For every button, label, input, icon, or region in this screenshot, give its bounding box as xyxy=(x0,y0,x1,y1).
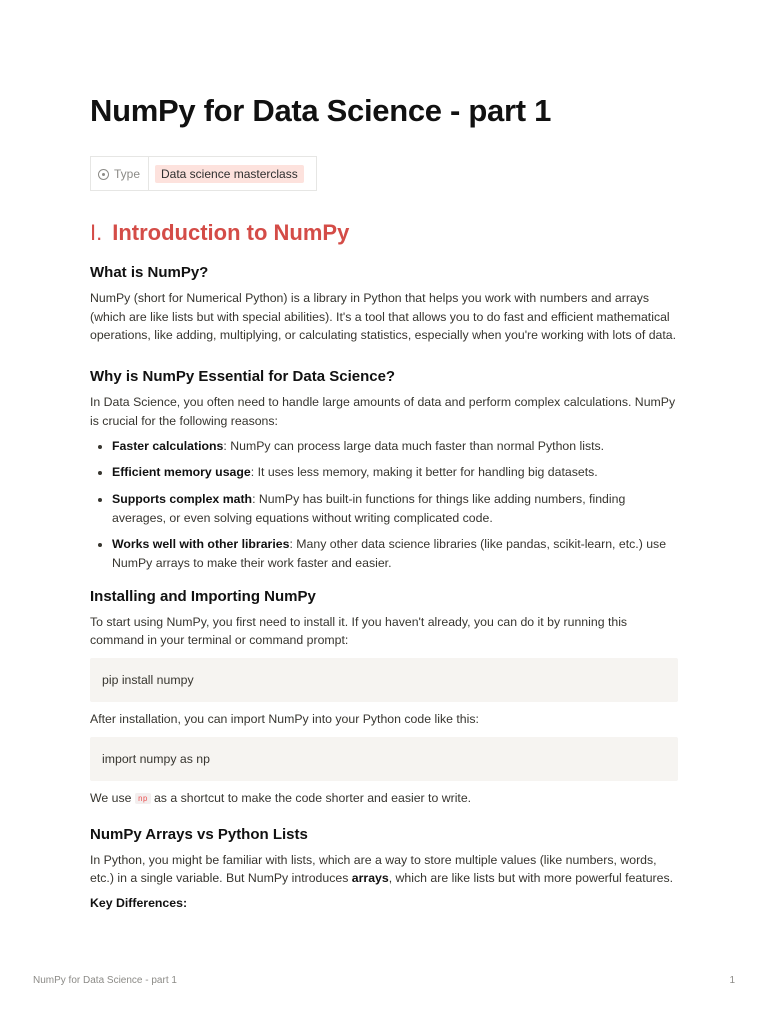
property-value[interactable] xyxy=(149,157,316,190)
type-tag: Data science masterclass xyxy=(155,165,304,183)
paragraph-what-is-numpy: NumPy (short for Numerical Python) is a library in Python that helps you work with numbers and arrays (which are like lists but with special abilities). It's a tool that allows you to do fast and efficient mathematical operations, like adding, multiplying, or calculating statistics, especially when you're working with lots of data. xyxy=(90,291,677,343)
list-item-text: : NumPy has built-in functions for things like adding numbers, finding averages, or even solving equations without writing complicated code. xyxy=(112,491,626,525)
list-item xyxy=(112,463,678,482)
property-row xyxy=(90,156,317,191)
heading-why-numpy: Why is NumPy Essential for Data Science? xyxy=(90,368,396,386)
list-item-text: : It uses less memory, making it better for handling big datasets. xyxy=(250,465,598,480)
footer-title: NumPy for Data Science - part 1 xyxy=(33,975,177,986)
paragraph-shortcut xyxy=(90,789,678,809)
heading-installing: Installing and Importing NumPy xyxy=(90,587,316,605)
select-property-icon xyxy=(98,169,109,180)
text-fragment: We use xyxy=(90,790,135,805)
section-heading xyxy=(90,219,678,247)
document-body xyxy=(90,92,678,913)
page-title: NumPy for Data Science - part 1 xyxy=(90,93,552,128)
list-item xyxy=(112,535,678,572)
paragraph-install: To start using NumPy, you first need to install it. If you haven't already, you can do it by running this command in your terminal or command prompt: xyxy=(90,614,628,648)
list-item xyxy=(112,437,678,456)
section-title: Introduction to NumPy xyxy=(112,220,350,245)
inline-code: np xyxy=(135,793,151,804)
list-item-bold: Efficient memory usage xyxy=(112,465,251,480)
text-fragment: , which are like lists but with more powerful features. xyxy=(388,871,674,886)
text-fragment: In Python, you might be familiar with lists, which are a way to store multiple values (like numbers, words, etc.) in a single variable. But NumPy introduces xyxy=(90,852,657,886)
bold-text: arrays xyxy=(351,871,389,886)
key-differences-label: Key Differences: xyxy=(90,895,188,910)
list-item-text: : NumPy can process large data much faster than normal Python lists. xyxy=(223,438,605,453)
list-item-text: : Many other data science libraries (like pandas, scikit-learn, etc.) use NumPy arrays to make their work faster and easier. xyxy=(112,537,667,571)
section-number: I. xyxy=(90,220,103,245)
paragraph-why-intro: In Data Science, you often need to handle large amounts of data and perform complex calculations. NumPy is crucial for the following reasons: xyxy=(90,395,676,428)
property-key xyxy=(91,157,149,190)
paragraph-import: After installation, you can import NumPy into your Python code like this: xyxy=(90,712,479,727)
property-key-label: Type xyxy=(114,166,141,181)
reasons-list xyxy=(90,437,678,573)
code-block-import[interactable]: import numpy as np xyxy=(90,737,678,781)
page-number: 1 xyxy=(729,975,735,986)
list-item-bold: Faster calculations xyxy=(112,438,224,453)
heading-what-is-numpy: What is NumPy? xyxy=(90,264,209,281)
list-item-bold: Works well with other libraries xyxy=(112,537,290,552)
text-fragment: as a shortcut to make the code shorter and easier to write. xyxy=(150,790,472,805)
list-item-bold: Supports complex math xyxy=(112,491,253,506)
code-block-install[interactable]: pip install numpy xyxy=(90,658,678,702)
heading-arrays-vs-lists: NumPy Arrays vs Python Lists xyxy=(90,825,308,843)
list-item xyxy=(112,490,678,527)
paragraph-arrays xyxy=(90,851,678,888)
